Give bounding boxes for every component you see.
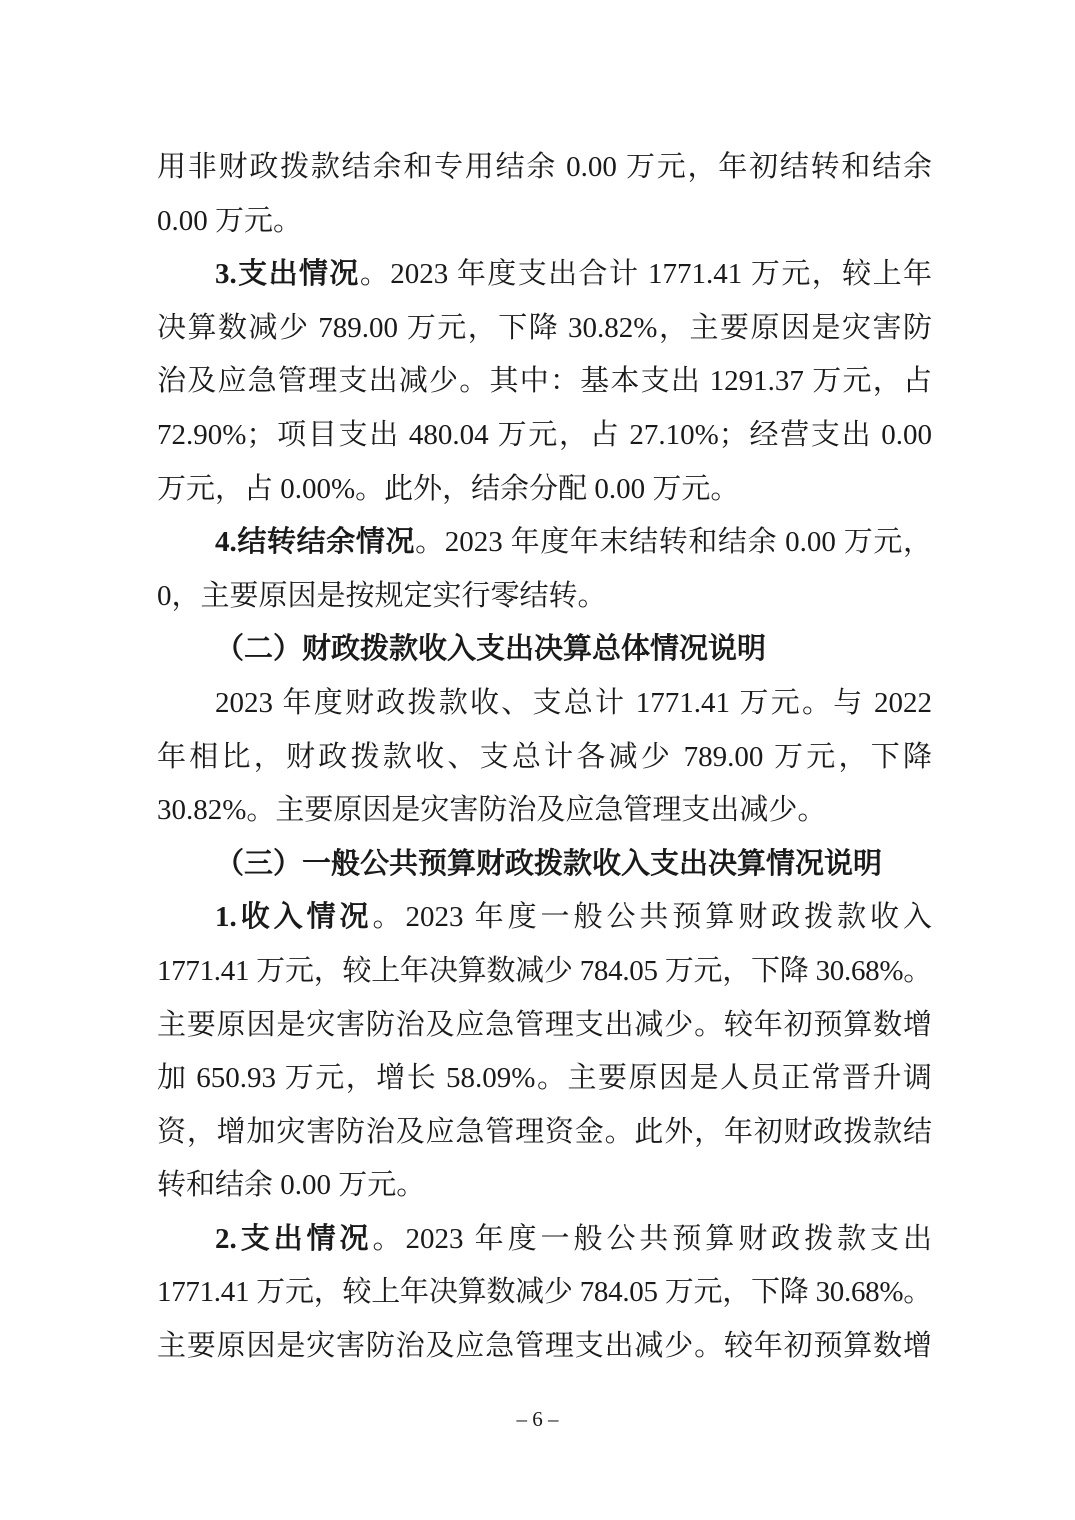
document-line	[157, 355, 932, 409]
text-segment: 。2023 年度年末结转和结余 0.00 万元，	[415, 526, 932, 559]
text-segment: 决算数减少 789.00 万元，下降 30.82%，主要原因是灾害防	[157, 311, 932, 344]
document-line	[157, 1052, 932, 1106]
heading-text-segment: （三）一般公共预算财政拨款收入支出决算情况说明	[215, 847, 883, 880]
text-segment: 30.82%。主要原因是灾害防治及应急管理支出减少。	[157, 794, 827, 827]
heading-text-segment: 2.支出情况	[215, 1222, 373, 1255]
document-line	[157, 195, 932, 249]
text-segment: 主要原因是灾害防治及应急管理支出减少。较年初预算数增	[157, 1008, 932, 1041]
document-body	[157, 141, 932, 1374]
text-segment: 1771.41 万元，较上年决算数减少 784.05 万元，下降 30.68%。	[157, 1276, 932, 1309]
text-segment: 转和结余 0.00 万元。	[157, 1169, 426, 1202]
text-segment: 0，主要原因是按规定实行零结转。	[157, 579, 607, 612]
document-line	[157, 141, 932, 195]
document-line	[157, 784, 932, 838]
document-line	[157, 302, 932, 356]
text-segment: 2023 年度财政拨款收、支总计 1771.41 万元。与 2022	[215, 686, 932, 719]
document-line	[157, 1106, 932, 1160]
document-line	[157, 731, 932, 785]
document-line	[157, 409, 932, 463]
document-line	[157, 570, 932, 624]
text-segment: 资，增加灾害防治及应急管理资金。此外，年初财政拨款结	[157, 1115, 932, 1148]
text-segment: 年相比，财政拨款收、支总计各减少 789.00 万元，下降	[157, 740, 932, 773]
text-segment: 万元，占 0.00%。此外，结余分配 0.00 万元。	[157, 472, 740, 505]
document-line	[157, 838, 932, 892]
text-segment: 72.90%；项目支出 480.04 万元，占 27.10%；经营支出 0.00	[157, 418, 932, 451]
heading-text-segment: 4.结转结余情况	[215, 526, 416, 559]
document-line	[157, 1159, 932, 1213]
text-segment: 治及应急管理支出减少。其中：基本支出 1291.37 万元，占	[157, 365, 932, 398]
text-segment: 0.00 万元。	[157, 204, 303, 237]
text-segment: 主要原因是灾害防治及应急管理支出减少。较年初预算数增	[157, 1330, 932, 1363]
document-line	[157, 891, 932, 945]
text-segment: 。2023 年度一般公共预算财政拨款支出	[372, 1222, 932, 1255]
document-line	[157, 945, 932, 999]
document-line	[157, 623, 932, 677]
text-segment: 1771.41 万元，较上年决算数减少 784.05 万元，下降 30.68%。	[157, 954, 932, 987]
document-line	[157, 999, 932, 1053]
text-segment: 。2023 年度一般公共预算财政拨款收入	[372, 901, 932, 934]
document-line	[157, 677, 932, 731]
heading-text-segment: 3.支出情况	[215, 258, 360, 291]
text-segment: 用非财政拨款结余和专用结余 0.00 万元，年初结转和结余	[157, 151, 932, 183]
document-line	[157, 1266, 932, 1320]
document-line	[157, 463, 932, 517]
text-segment: 加 650.93 万元，增长 58.09%。主要原因是人员正常晋升调	[157, 1062, 932, 1095]
document-line	[157, 248, 932, 302]
heading-text-segment: （二）财政拨款收入支出决算总体情况说明	[215, 633, 767, 666]
document-line	[157, 1213, 932, 1267]
heading-text-segment: 1.收入情况	[215, 901, 373, 934]
text-segment: 。2023 年度支出合计 1771.41 万元，较上年	[359, 258, 932, 291]
document-line	[157, 516, 932, 570]
page-number: – 6 –	[516, 1407, 559, 1431]
document-line	[157, 1320, 932, 1374]
